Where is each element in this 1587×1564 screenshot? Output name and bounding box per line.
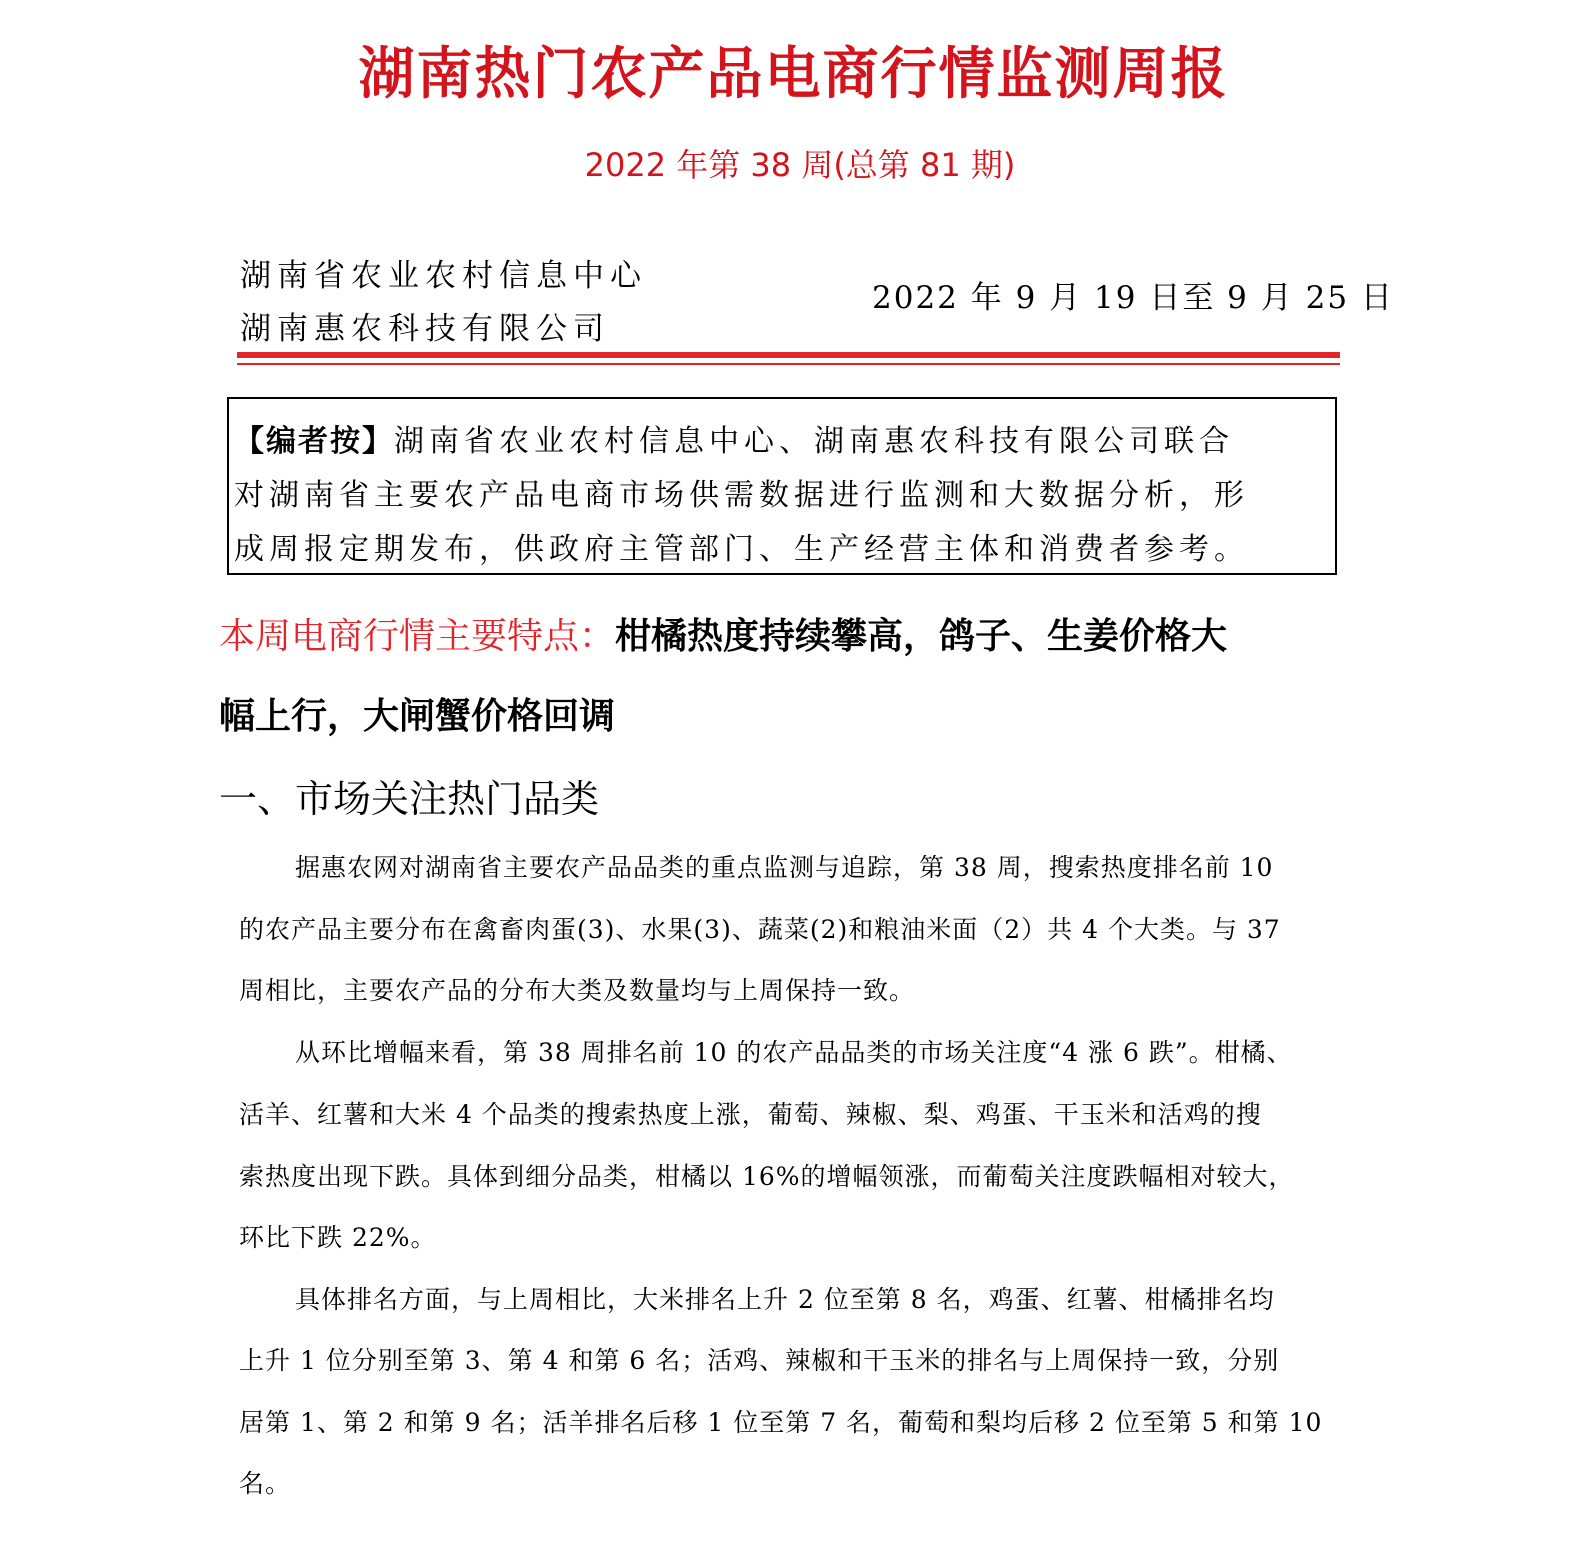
editor-note-line-3: 成周报定期发布，供政府主管部门、生产经营主体和消费者参考。: [234, 532, 1249, 567]
report-title: 湖南热门农产品电商行情监测周报: [358, 41, 1229, 107]
paragraph-line: 居第 1、第 2 和第 9 名；活羊排名后移 1 位至第 7 名，葡萄和梨均后移 2 位至第 5 和第 10: [239, 1408, 1323, 1437]
weekly-features-label: 本周电商行情主要特点：: [219, 616, 616, 657]
paragraph-line: 周相比，主要农产品的分布大类及数量均与上周保持一致。: [239, 976, 916, 1005]
editor-note-tag: 【编者按】: [234, 424, 394, 459]
editor-note-line-1: [234, 416, 1234, 460]
editor-note-line-2: 对湖南省主要农产品电商市场供需数据进行监测和大数据分析，形: [234, 478, 1249, 513]
weekly-features-line-2: 幅上行，大闸蟹价格回调: [219, 696, 616, 737]
header-rule-thin: [237, 363, 1340, 365]
paragraph-line: 索热度出现下跌。具体到细分品类，柑橘以 16%的增幅领涨，而葡萄关注度跌幅相对较大，: [239, 1162, 1295, 1191]
publisher-org-1: 湖南省农业农村信息中心: [240, 258, 647, 294]
editor-note-text-1: 湖南省农业农村信息中心、湖南惠农科技有限公司联合: [394, 424, 1234, 459]
weekly-features-line-1: [219, 608, 1227, 659]
paragraph-line: 据惠农网对湖南省主要农产品品类的重点监测与追踪，第 38 周，搜索热度排名前 10: [295, 853, 1274, 882]
publisher-org-2: 湖南惠农科技有限公司: [240, 311, 610, 347]
header-rule-thick: [237, 352, 1340, 358]
report-issue: 2022 年第 38 周(总第 81 期): [584, 146, 1016, 184]
paragraph-line: 的农产品主要分布在禽畜肉蛋(3)、水果(3)、蔬菜(2)和粮油米面（2）共 4 个大类。与 37: [239, 915, 1281, 944]
paragraph-line: 名。: [239, 1469, 292, 1498]
paragraph-line: 具体排名方面，与上周相比，大米排名上升 2 位至第 8 名，鸡蛋、红薯、柑橘排名均: [295, 1285, 1275, 1314]
paragraph-line: 上升 1 位分别至第 3、第 4 和第 6 名；活鸡、辣椒和干玉米的排名与上周保持一致，分别: [239, 1346, 1280, 1375]
section-1-heading: 一、市场关注热门品类: [219, 777, 600, 821]
report-date-range: 2022 年 9 月 19 日至 9 月 25 日: [872, 280, 1394, 316]
paragraph-line: 环比下跌 22%。: [239, 1223, 437, 1252]
weekly-features-text-1: 柑橘热度持续攀高，鸽子、生姜价格大: [615, 616, 1228, 657]
paragraph-line: 活羊、红薯和大米 4 个品类的搜索热度上涨，葡萄、辣椒、梨、鸡蛋、干玉米和活鸡的搜: [239, 1100, 1262, 1129]
paragraph-line: 从环比增幅来看，第 38 周排名前 10 的农产品品类的市场关注度“4 涨 6 跌”。柑橘、: [295, 1038, 1293, 1067]
